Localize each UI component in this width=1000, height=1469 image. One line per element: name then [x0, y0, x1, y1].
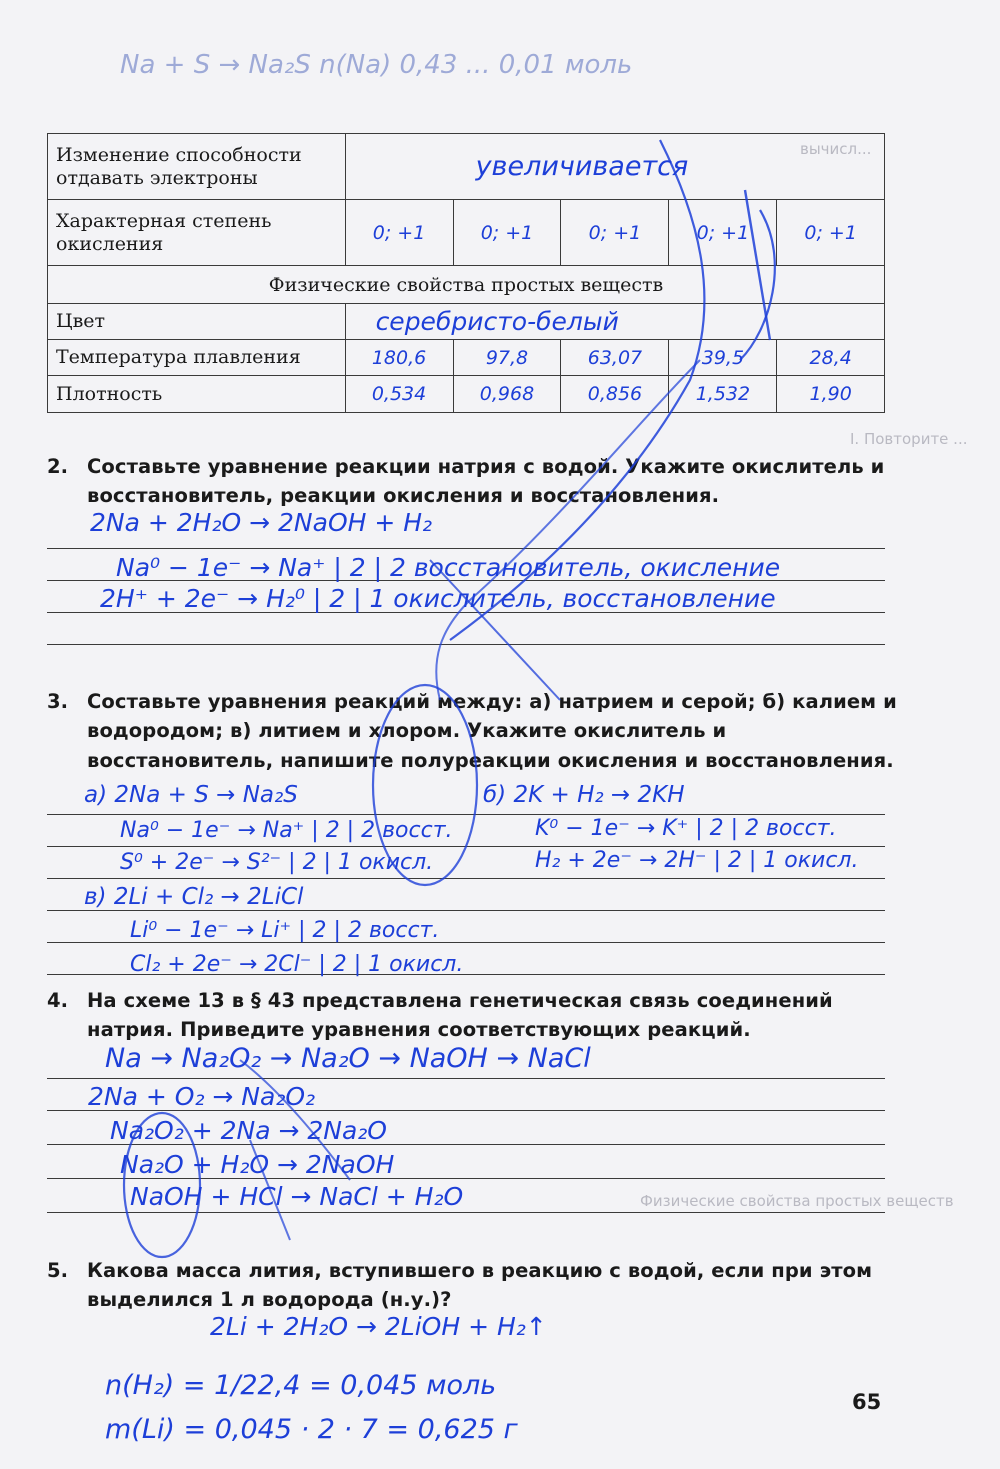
cell-density-li: 0,534	[345, 376, 453, 413]
handwritten-answer: Na⁰ − 1e⁻ → Na⁺ | 2 | 2 восст.	[120, 818, 453, 843]
cell-electron-ability: увеличивается	[345, 134, 884, 200]
task-text: Составьте уравнения реакций между: а) натрием и серой; б) калием и водородом; в) литием и хлором. Укажите окислитель и восстановитель, напишите полуреакции окисления и восстановления.	[87, 690, 897, 772]
cell-melting-li: 180,6	[345, 340, 453, 376]
page-number: 65	[852, 1390, 882, 1414]
task-text: Составьте уравнение реакции натрия с водой. Укажите окислитель и восстановитель, реакции окисления и восстановления.	[87, 455, 885, 508]
handwritten-answer: Na → Na₂O₂ → Na₂O → NaOH → NaCl	[105, 1043, 591, 1074]
task-number: 4.	[47, 989, 69, 1012]
cell-oxidation-li: 0; +1	[345, 200, 453, 266]
section-physical-properties: Физические свойства простых веществ	[48, 266, 885, 304]
handwritten-answer: Na₂O + H₂O → 2NaOH	[120, 1150, 395, 1179]
cell-density-k: 0,856	[561, 376, 669, 413]
cell-oxidation-k: 0; +1	[561, 200, 669, 266]
task-number: 2.	[47, 455, 69, 478]
handwritten-answer: n(H₂) = 1/22,4 = 0,045 моль	[105, 1370, 497, 1401]
handwritten-answer: S⁰ + 2e⁻ → S²⁻ | 2 | 1 окисл.	[120, 850, 434, 875]
handwritten-answer: Li⁰ − 1e⁻ → Li⁺ | 2 | 2 восст.	[130, 918, 440, 943]
cell-density-na: 0,968	[453, 376, 561, 413]
cell-density-rb: 1,532	[669, 376, 777, 413]
bleed-through-text: Физические свойства простых веществ	[640, 1192, 954, 1210]
task-text: Какова масса лития, вступившего в реакцию с водой, если при этом выделился 1 л водорода (н.у.)?	[87, 1259, 873, 1312]
handwritten-answer: Na₂O₂ + 2Na → 2Na₂O	[110, 1116, 387, 1145]
cell-oxidation-rb: 0; +1	[669, 200, 777, 266]
handwritten-answer: NaOH + HCl → NaCl + H₂O	[130, 1182, 464, 1211]
task-text: На схеме 13 в § 43 представлена генетическая связь соединений натрия. Приведите уравнения соответствующих реакций.	[87, 989, 833, 1042]
handwritten-answer: б) 2K + H₂ → 2KH	[483, 782, 685, 808]
handwritten-answer: 2Na + O₂ → Na₂O₂	[88, 1082, 316, 1111]
bleed-through-text: I. Повторите ...	[850, 430, 968, 448]
bleed-through-text: вычисл...	[800, 140, 872, 158]
cell-oxidation-cs: 0; +1	[777, 200, 885, 266]
cell-melting-na: 97,8	[453, 340, 561, 376]
handwritten-answer: 2Na + 2H₂O → 2NaOH + H₂	[90, 508, 433, 537]
cell-melting-rb: 39,5	[669, 340, 777, 376]
row-label-color: Цвет	[48, 304, 346, 340]
handwritten-answer: K⁰ − 1e⁻ → K⁺ | 2 | 2 восст.	[535, 816, 837, 841]
row-label-oxidation-state: Характерная степень окисления	[48, 200, 346, 266]
task-number: 3.	[47, 690, 69, 713]
handwritten-answer: m(Li) = 0,045 · 2 · 7 = 0,625 г	[105, 1414, 518, 1445]
handwritten-answer: в) 2Li + Cl₂ → 2LiCl	[84, 884, 304, 910]
row-label-melting-point: Температура плавления	[48, 340, 346, 376]
handwritten-answer: H₂ + 2e⁻ → 2H⁻ | 2 | 1 окисл.	[535, 848, 859, 873]
handwritten-answer: 2Li + 2H₂O → 2LiOH + H₂↑	[210, 1312, 547, 1341]
handwritten-answer: 2H⁺ + 2e⁻ → H₂⁰ | 2 | 1 окислитель, восстановление	[100, 584, 776, 613]
handwritten-answer: а) 2Na + S → Na₂S	[84, 782, 298, 808]
cell-melting-cs: 28,4	[777, 340, 885, 376]
row-label-density: Плотность	[48, 376, 346, 413]
handwritten-top-line: Na + S → Na₂S n(Na) 0,43 ... 0,01 моль	[120, 50, 633, 80]
task-number: 5.	[47, 1259, 69, 1282]
cell-oxidation-na: 0; +1	[453, 200, 561, 266]
cell-melting-k: 63,07	[561, 340, 669, 376]
handwritten-answer: Na⁰ − 1e⁻ → Na⁺ | 2 | 2 восстановитель, окисление	[116, 553, 781, 582]
cell-color: серебристо-белый	[345, 304, 884, 340]
handwritten-answer: Cl₂ + 2e⁻ → 2Cl⁻ | 2 | 1 окисл.	[130, 952, 464, 977]
cell-density-cs: 1,90	[777, 376, 885, 413]
row-label-electron-ability: Изменение способности отдавать электроны	[48, 134, 346, 200]
